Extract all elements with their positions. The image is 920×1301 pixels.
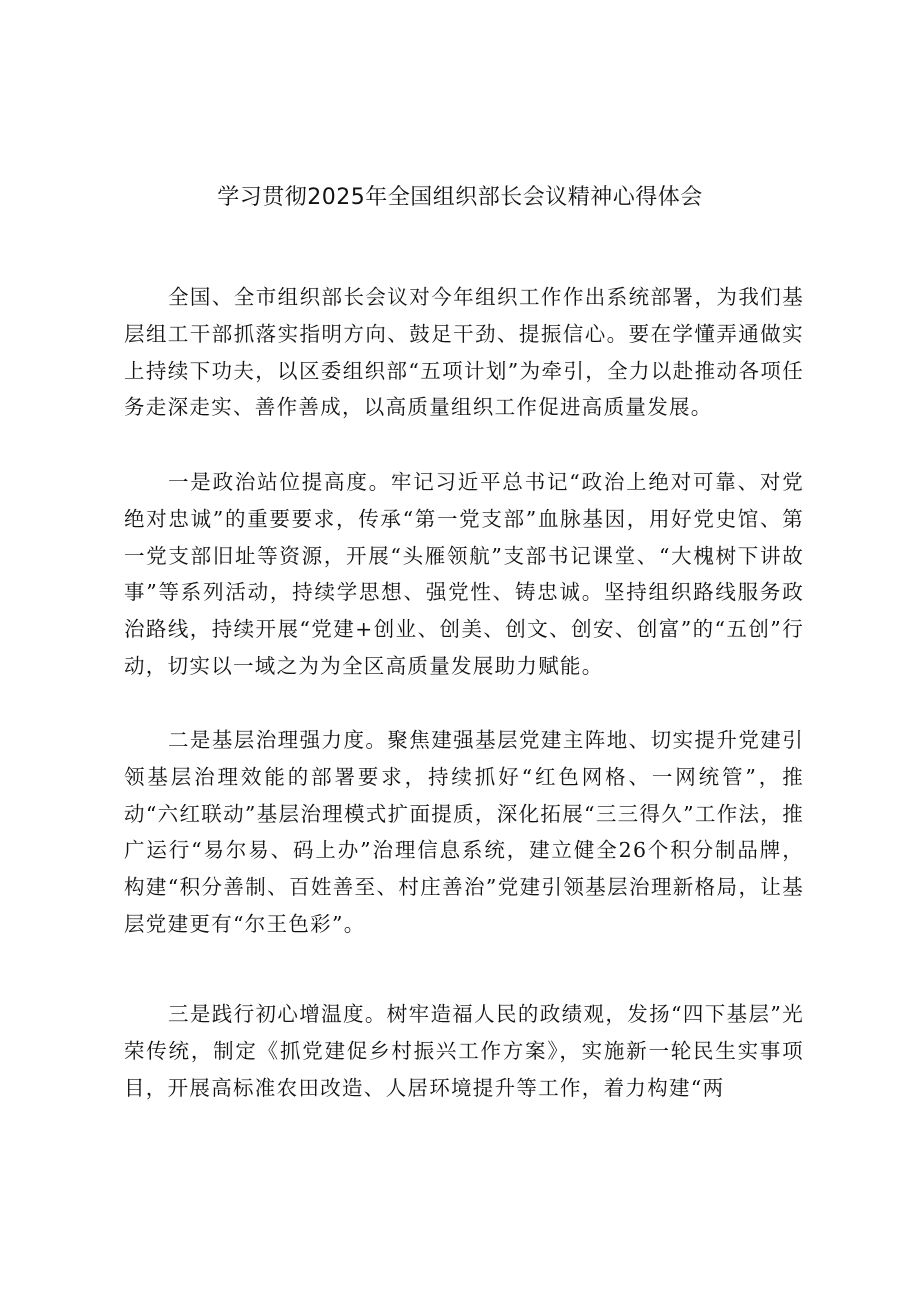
paragraph-political-stance: 一是政治站位提高度。牢记习近平总书记“政治上绝对可靠、对党绝对忠诚”的重要要求，传承“第一党支部”血脉基因，用好党史馆、第一党支部旧址等资源，开展“头雁领航”支部书记课堂、“大槐树下讲故事”等系列活动，持续学思想、强党性、铸忠诚。坚持组织路线服务政治路线，持续开展“党建+创业、创美、创文、创安、创富”的“五创”行动，切实以一域之为为全区高质量发展助力赋能。 bbox=[124, 470, 804, 678]
paragraph-original-aspiration: 三是践行初心增温度。树牢造福人民的政绩观，发扬“四下基层”光荣传统，制定《抓党建促乡村振兴工作方案》，实施新一轮民生实事项目，开展高标准农田改造、人居环境提升等工作，着力构建“两 bbox=[124, 1002, 804, 1100]
paragraph-grassroots-governance: 二是基层治理强力度。聚焦建强基层党建主阵地、切实提升党建引领基层治理效能的部署要求，持续抓好“红色网格、一网统管”，推动“六红联动”基层治理模式扩面提质，深化拓展“三三得久”工作法，推广运行“易尔易、码上办”治理信息系统，建立健全26个积分制品牌，构建“积分善制、百姓善至、村庄善治”党建引领基层治理新格局，让基层党建更有“尔王色彩”。 bbox=[124, 728, 804, 936]
document-title: 学习贯彻2025年全国组织部长会议精神心得体会 bbox=[217, 185, 703, 210]
paragraph-intro: 全国、全市组织部长会议对今年组织工作作出系统部署，为我们基层组工干部抓落实指明方向、鼓足干劲、提振信心。要在学懂弄通做实上持续下功夫，以区委组织部“五项计划”为牵引，全力以赴推动各项任务走深走实、善作善成，以高质量组织工作促进高质量发展。 bbox=[124, 285, 804, 420]
